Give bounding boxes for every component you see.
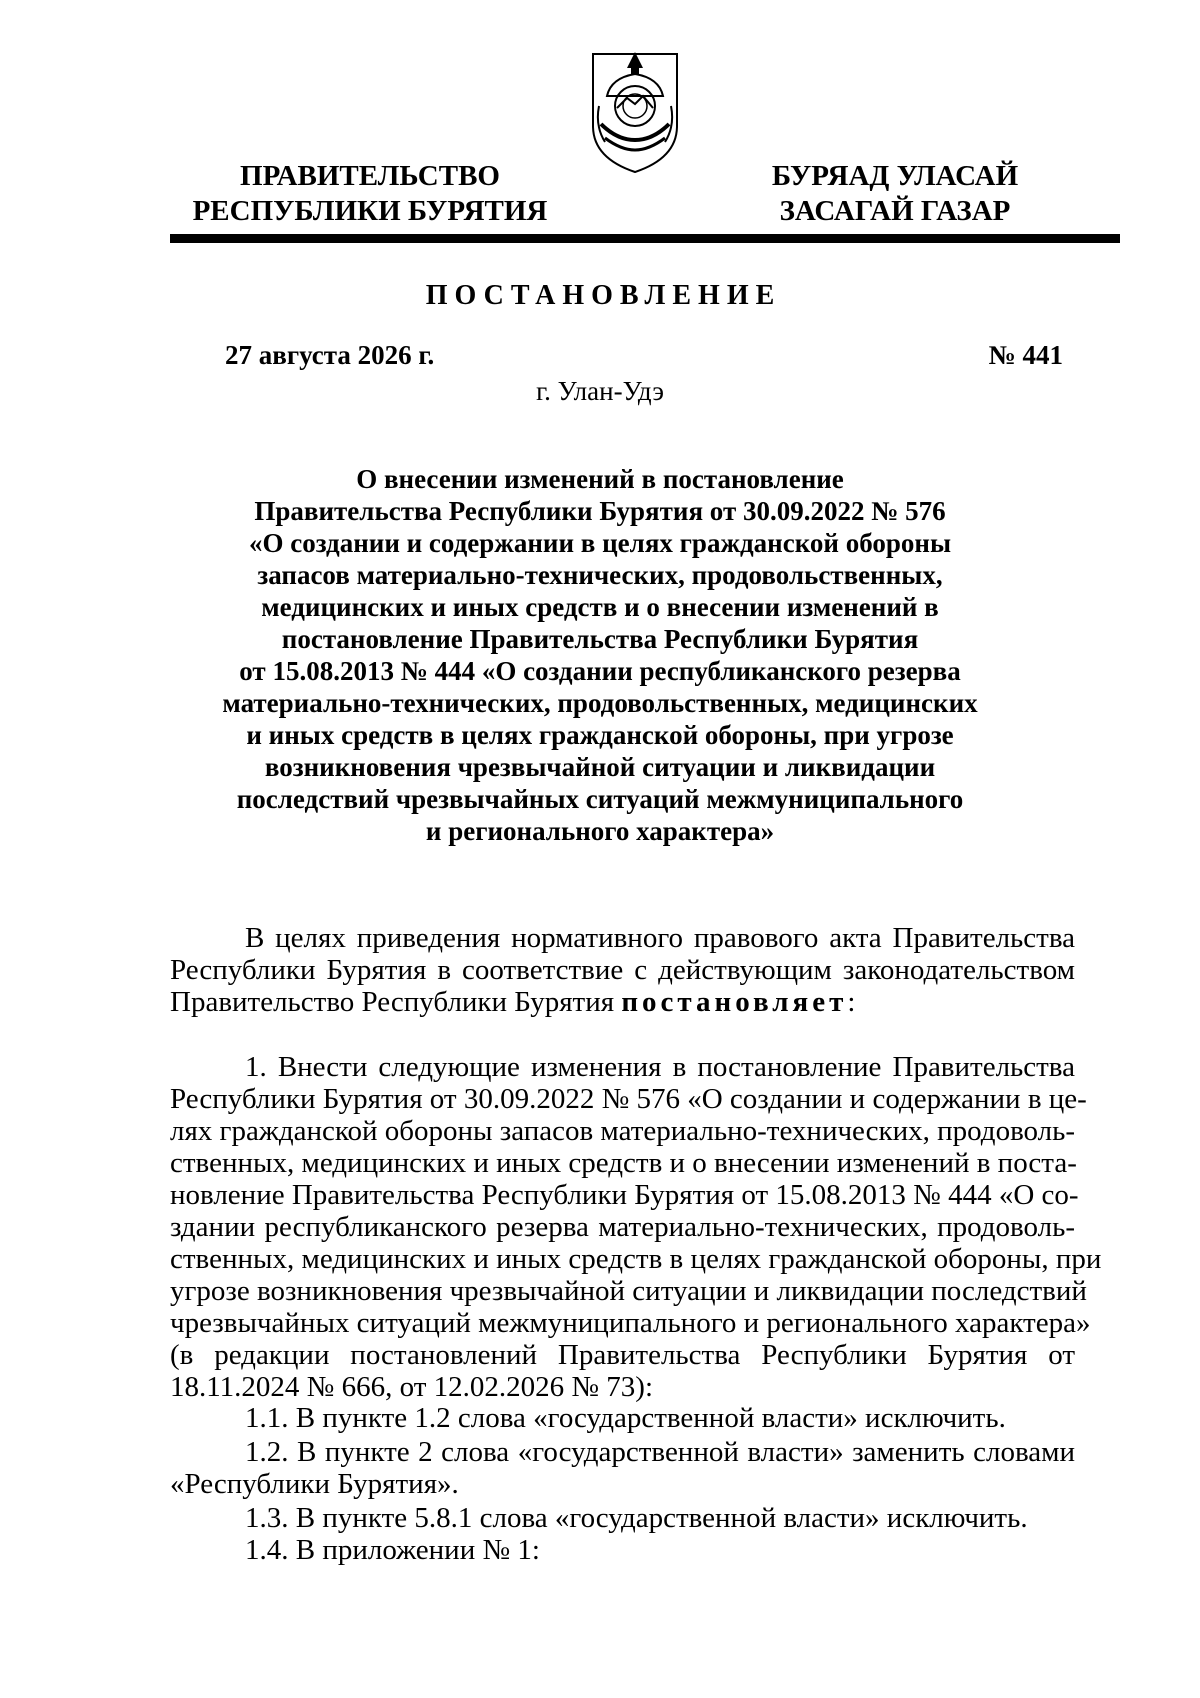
document-city: г. Улан-Удэ bbox=[536, 376, 664, 406]
header-right-line1: БУРЯАД УЛАСАЙ bbox=[771, 160, 1019, 192]
title-line: постановление Правительства Республики Бурятия bbox=[281, 624, 919, 654]
title-line: О внесении изменений в постановление bbox=[356, 464, 844, 494]
header-right bbox=[735, 159, 1055, 229]
item-1-line: чрезвычайных ситуаций межмуниципального и регионального характера» bbox=[170, 1307, 1091, 1339]
subitem-1-3: 1.3. В пункте 5.8.1 слова «государственной власти» исключить. bbox=[245, 1502, 1028, 1534]
item-1-line: новление Правительства Республики Бурятия от 15.08.2013 № 444 «О со- bbox=[170, 1179, 1079, 1211]
document-date: 27 августа 2026 г. bbox=[225, 340, 435, 370]
document-title bbox=[170, 463, 1030, 847]
title-line: Правительства Республики Бурятия от 30.09.2022 № 576 bbox=[254, 496, 946, 526]
header-left-line2: РЕСПУБЛИКИ БУРЯТИЯ bbox=[192, 195, 548, 227]
header-right-line2: ЗАСАГАЙ ГАЗАР bbox=[779, 195, 1011, 227]
title-line: запасов материально-технических, продовольственных, bbox=[257, 560, 943, 590]
title-line: «О создании и содержании в целях гражданской обороны bbox=[248, 528, 952, 558]
title-line: возникновения чрезвычайной ситуации и ликвидации bbox=[264, 752, 936, 782]
subitem-1-4: 1.4. В приложении № 1: bbox=[245, 1534, 540, 1566]
preamble-line: В целях приведения нормативного правового акта Правительства bbox=[245, 922, 1075, 954]
item-1-line: лях гражданской обороны запасов материально-технических, продоволь- bbox=[170, 1115, 1076, 1147]
subitem-1-2: 1.2. В пункте 2 слова «государственной власти» заменить словами bbox=[245, 1436, 1075, 1468]
title-line: последствий чрезвычайных ситуаций межмуниципального bbox=[236, 784, 964, 814]
title-line: материально-технических, продовольственных, медицинских bbox=[222, 688, 978, 718]
title-line: от 15.08.2013 № 444 «О создании республиканского резерва bbox=[239, 656, 961, 686]
item-1-line: ственных, медицинских и иных средств и о внесении изменений в поста- bbox=[170, 1147, 1077, 1179]
header-left-line1: ПРАВИТЕЛЬСТВО bbox=[240, 160, 500, 192]
header-divider bbox=[170, 234, 1120, 243]
item-1-line: 1. Внести следующие изменения в постановление Правительства bbox=[245, 1051, 1075, 1083]
preamble-line-final bbox=[170, 986, 1075, 1018]
document-type: ПОСТАНОВЛЕНИЕ bbox=[425, 280, 782, 311]
header-left bbox=[170, 159, 570, 229]
document-number: № 441 bbox=[988, 340, 1063, 370]
title-line: и регионального характера» bbox=[425, 816, 775, 846]
preamble-line-start: Правительство Республики Бурятия bbox=[170, 986, 622, 1018]
item-1-line: здании республиканского резерва материально-технических, продоволь- bbox=[170, 1211, 1075, 1243]
coat-of-arms-icon bbox=[587, 46, 683, 176]
resolves-word: постановляет bbox=[621, 986, 848, 1018]
item-1-paragraph bbox=[170, 1051, 1102, 1403]
subitem-1-2-continuation: «Республики Бурятия». bbox=[170, 1468, 459, 1500]
preamble-line: Республики Бурятия в соответствие с действующим законодательством bbox=[170, 954, 1075, 986]
item-1-line: угрозе возникновения чрезвычайной ситуации и ликвидации последствий bbox=[170, 1275, 1087, 1307]
item-1-line: (в редакции постановлений Правительства Республики Бурятия от bbox=[170, 1339, 1075, 1371]
preamble-paragraph bbox=[170, 922, 1075, 1018]
preamble-line-end: : bbox=[847, 986, 856, 1018]
subitem-1-1: 1.1. В пункте 1.2 слова «государственной власти» исключить. bbox=[245, 1402, 1006, 1434]
title-line: и иных средств в целях гражданской обороны, при угрозе bbox=[246, 720, 954, 750]
item-1-line: 18.11.2024 № 666, от 12.02.2026 № 73): bbox=[170, 1371, 654, 1403]
item-1-line: ственных, медицинских и иных средств в целях гражданской обороны, при bbox=[170, 1243, 1102, 1275]
item-1-line: Республики Бурятия от 30.09.2022 № 576 «О создании и содержании в це- bbox=[170, 1083, 1087, 1115]
title-line: медицинских и иных средств и о внесении изменений в bbox=[261, 592, 939, 622]
